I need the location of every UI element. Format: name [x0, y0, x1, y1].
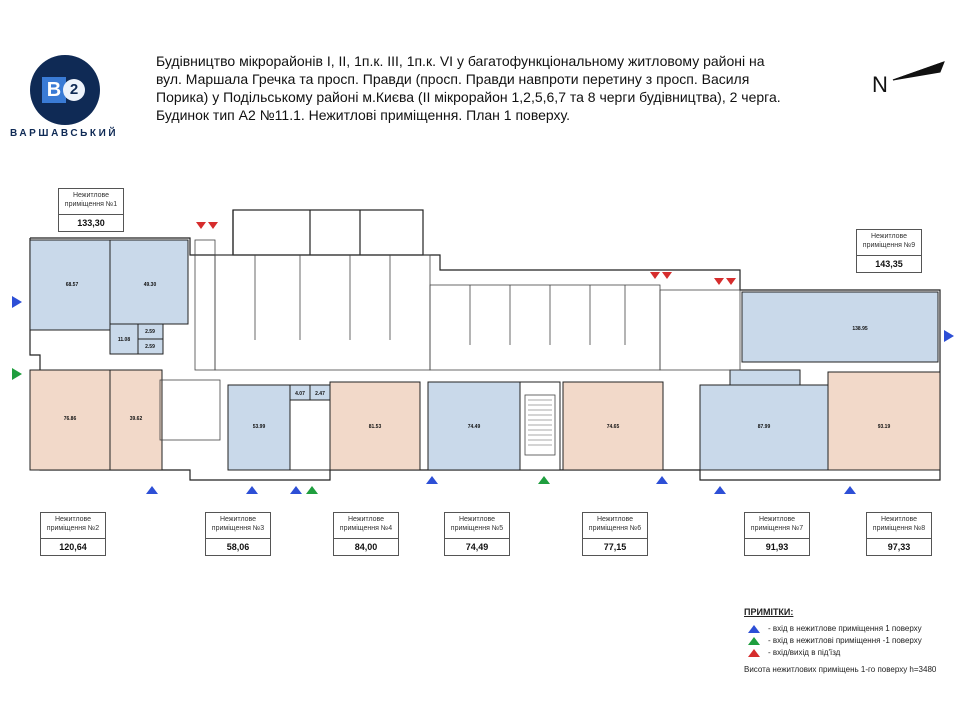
room-area: 2.59	[145, 344, 155, 350]
red-entry-icon	[196, 222, 206, 229]
blue-entry-icon	[290, 486, 302, 494]
logo-letter: B	[42, 77, 66, 103]
unit-label-2	[40, 512, 106, 556]
unit-label-8	[866, 512, 932, 556]
red-entry-icon	[726, 278, 736, 285]
room-area: 74.65	[606, 424, 620, 430]
logo-number: 2	[63, 79, 85, 101]
legend-item	[744, 623, 954, 635]
unit-caption: Нежитлове приміщення №3	[211, 516, 265, 532]
room-area: 81.53	[368, 424, 382, 430]
north-arrow-icon	[893, 62, 944, 80]
logo-brand-name: ВАРШАВСЬКИЙ	[10, 128, 119, 139]
height-note: Висота нежитлових приміщень 1-го поверху h=3480	[744, 665, 937, 674]
legend-notes	[744, 607, 954, 674]
room-area: 74.49	[467, 424, 481, 430]
unit-1-rooms	[30, 240, 188, 354]
green-entry-icon	[12, 368, 22, 380]
notes-title: ПРИМІТКИ:	[744, 607, 794, 617]
red-triangle-icon	[748, 649, 760, 657]
legend-item	[744, 647, 954, 659]
green-triangle-icon	[748, 637, 760, 645]
unit-caption: Нежитлове приміщення №7	[750, 516, 804, 532]
unit-area: 91,93	[745, 538, 809, 555]
room-area: 93.19	[877, 424, 891, 430]
room-area: 138.95	[852, 326, 868, 332]
room-area: 4.07	[295, 391, 305, 397]
legend-item	[744, 635, 954, 647]
unit-area: 77,15	[583, 538, 647, 555]
red-entry-icon	[208, 222, 218, 229]
unit-caption: Нежитлове приміщення №4	[339, 516, 393, 532]
title-line: Будівництво мікрорайонів І, ІІ, 1п.к. ІІІ, 1п.к. VІ у багатофункціональному житловому районі на	[156, 53, 765, 69]
blue-entry-icon	[844, 486, 856, 494]
blue-entry-icon	[146, 486, 158, 494]
red-entry-icon	[714, 278, 724, 285]
red-entry-icon	[662, 272, 672, 279]
red-entry-icon	[650, 272, 660, 279]
blue-entry-icon	[426, 476, 438, 484]
green-entry-icon	[538, 476, 550, 484]
unit-caption: Нежитлове приміщення №8	[872, 516, 926, 532]
unit-caption: Нежитлове приміщення №1	[64, 192, 118, 208]
title-line: вул. Маршала Гречка та просп. Правди (просп. Правди навпроти перетину з просп. Василя	[156, 71, 750, 87]
unit-area: 143,35	[857, 255, 921, 272]
room-area: 2.47	[315, 391, 325, 397]
room-area: 2.59	[145, 329, 155, 335]
blue-entry-icon	[944, 330, 954, 342]
unit-area: 97,33	[867, 538, 931, 555]
blue-entry-icon	[12, 296, 22, 308]
room-area: 68.57	[65, 282, 79, 288]
unit-label-5	[444, 512, 510, 556]
unit-label-7	[744, 512, 810, 556]
unit-area: 58,06	[206, 538, 270, 555]
blue-entry-icon	[656, 476, 668, 484]
unit-8-rooms	[828, 372, 940, 470]
unit-caption: Нежитлове приміщення №2	[46, 516, 100, 532]
unit-label-1	[58, 188, 124, 232]
legend-text: - вхід в нежитлове приміщення 1 поверху	[768, 624, 922, 633]
room-area: 49.30	[143, 282, 157, 288]
room-area: 87.99	[757, 424, 771, 430]
unit-area: 74,49	[445, 538, 509, 555]
title-line: Будинок тип А2 №11.1. Нежитлові приміщення. План 1 поверху.	[156, 107, 570, 123]
blue-entry-icon	[246, 486, 258, 494]
title-line: Порика) у Подільському районі м.Києва (ІІ мікрорайон 1,2,5,6,7 та 8 черги будівництва), 2 черга.	[156, 89, 781, 105]
unit-area: 120,64	[41, 538, 105, 555]
unit-caption: Нежитлове приміщення №5	[450, 516, 504, 532]
room-area: 53.99	[252, 424, 266, 430]
unit-caption: Нежитлове приміщення №6	[588, 516, 642, 532]
room-area: 11.08	[117, 337, 131, 343]
legend-text: - вхід в нежитлові приміщення -1 поверху	[768, 636, 922, 645]
north-label: N	[872, 72, 888, 97]
unit-label-9	[856, 229, 922, 273]
unit-label-4	[333, 512, 399, 556]
legend-text: - вхід/вихід в під'їзд	[768, 648, 841, 657]
room-area: 39.62	[129, 416, 143, 422]
unit-area: 133,30	[59, 214, 123, 231]
green-entry-icon	[306, 486, 318, 494]
unit-area: 84,00	[334, 538, 398, 555]
unit-9-rooms	[742, 292, 938, 362]
unit-label-6	[582, 512, 648, 556]
unit-3-rooms	[228, 385, 330, 470]
blue-entry-icon	[714, 486, 726, 494]
unit-caption: Нежитлове приміщення №9	[862, 233, 916, 249]
unit-label-3	[205, 512, 271, 556]
room-area: 76.86	[63, 416, 77, 422]
blue-triangle-icon	[748, 625, 760, 633]
unit-7-rooms	[700, 370, 828, 470]
